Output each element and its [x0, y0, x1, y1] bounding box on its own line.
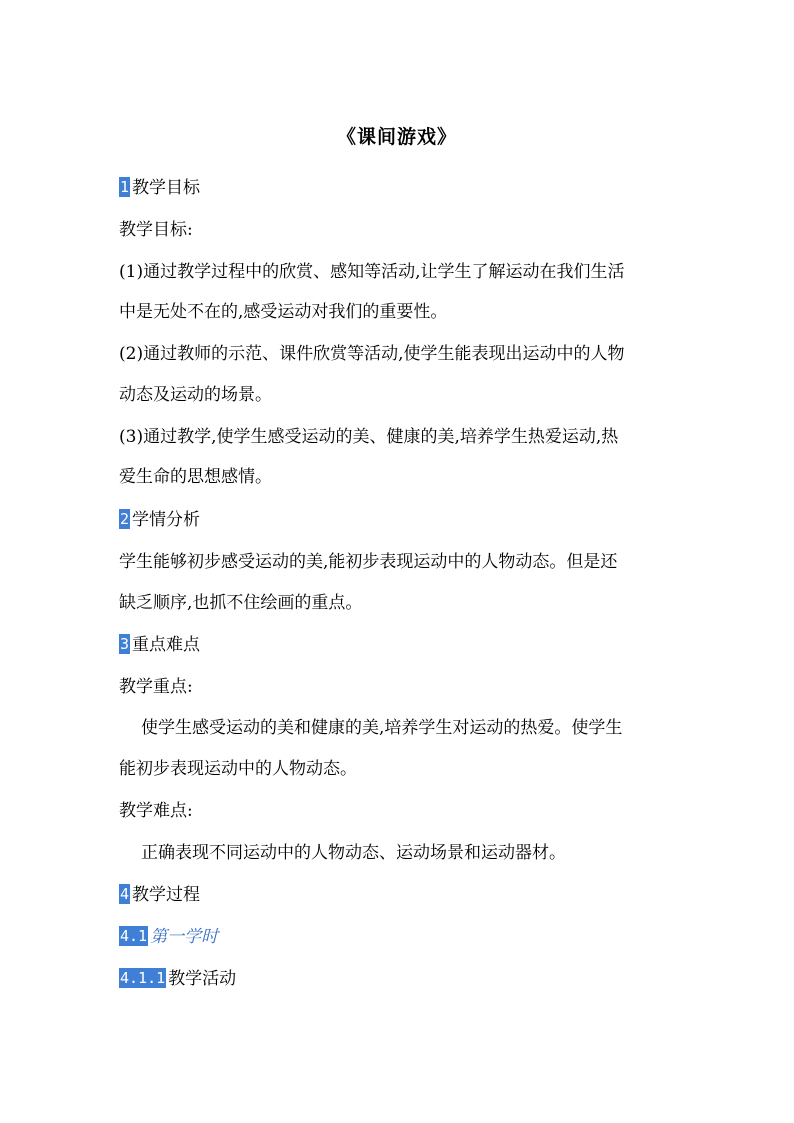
- section-heading-2: [119, 508, 200, 532]
- section-heading-text: 重点难点: [132, 635, 201, 655]
- paragraph-line: 正确表现不同运动中的人物动态、运动场景和运动器材。: [141, 843, 566, 863]
- section-number: 2: [120, 510, 130, 528]
- subsection-heading-4-1-1: [119, 967, 236, 991]
- section-heading-text: 教学活动: [168, 969, 237, 989]
- section-number: 4.1: [120, 927, 148, 945]
- difficulty-label: 教学难点:: [119, 801, 193, 821]
- paragraph-line: 缺乏顺序,也抓不住绘画的重点。: [119, 593, 363, 613]
- document-title: 《课间游戏》: [336, 126, 457, 148]
- section-heading-text: 教学目标: [132, 178, 201, 198]
- paragraph-line: (1)通过教学过程中的欣赏、感知等活动,让学生了解运动在我们生活: [119, 262, 625, 282]
- paragraph-line: 能初步表现运动中的人物动态。: [119, 759, 357, 779]
- section-heading-4: [119, 883, 200, 907]
- section-heading-text: 第一学时: [150, 927, 219, 947]
- section-number: 3: [120, 635, 130, 653]
- section-heading-text: 学情分析: [132, 510, 201, 530]
- subsection-heading-4-1: [119, 925, 218, 949]
- section-number: 1: [120, 178, 130, 196]
- paragraph-line: 爱生命的思想感情。: [119, 467, 272, 487]
- paragraph-line: 学生能够初步感受运动的美,能初步表现运动中的人物动态。但是还: [119, 552, 618, 572]
- section-number: 4.1.1: [120, 969, 166, 987]
- paragraph-line: 中是无处不在的,感受运动对我们的重要性。: [119, 302, 448, 322]
- paragraph-line: (2)通过教师的示范、课件欣赏等活动,使学生能表现出运动中的人物: [119, 344, 625, 364]
- paragraph-line: 动态及运动的场景。: [119, 385, 272, 405]
- goals-label: 教学目标:: [119, 220, 193, 240]
- section-heading-text: 教学过程: [132, 885, 201, 905]
- section-number: 4: [120, 885, 130, 903]
- key-points-label: 教学重点:: [119, 677, 193, 697]
- paragraph-line: 使学生感受运动的美和健康的美,培养学生对运动的热爱。使学生: [141, 718, 623, 738]
- section-heading-3: [119, 633, 200, 657]
- paragraph-line: (3)通过教学,使学生感受运动的美、健康的美,培养学生热爱运动,热: [119, 427, 619, 447]
- section-heading-1: [119, 176, 200, 200]
